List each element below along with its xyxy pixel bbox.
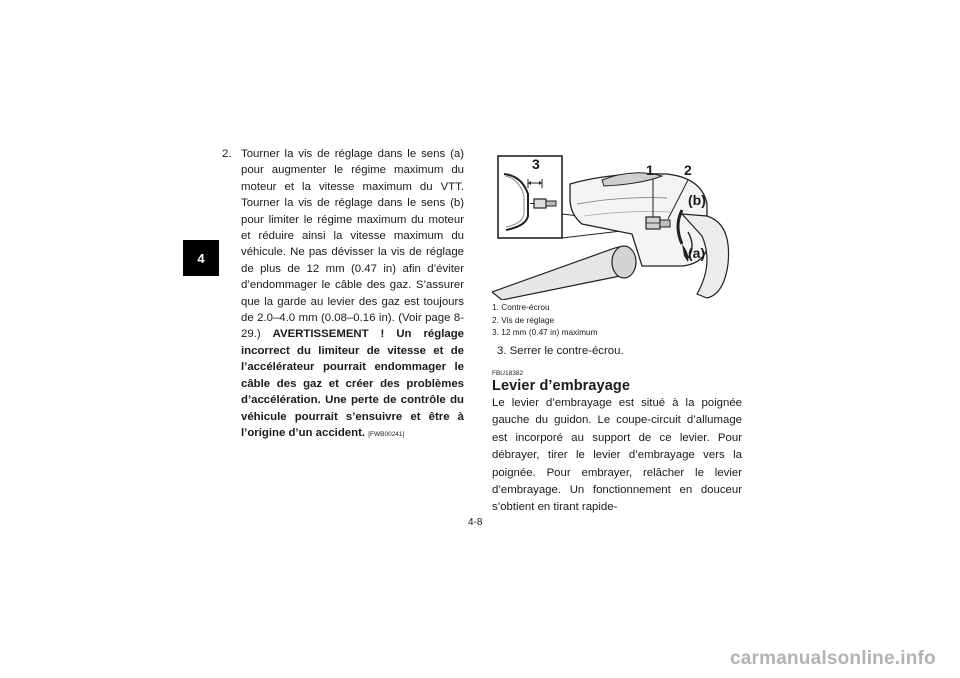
caption-3: 3. 12 mm (0.47 in) maximum <box>492 327 598 338</box>
step-2 <box>222 146 464 443</box>
warning-text: AVERTISSEMENT ! Un réglage incorrect du limiteur de vitesse et de l’accélérateur pourrait endommager le câble des gaz et créer des problèmes d’accélération. Une perte de contrôle du véhicule pourrait s’ensuivre et être à l’origine d’un accident. <box>241 328 464 439</box>
step-2-text: Tourner la vis de réglage dans le sens (a) pour augmenter le régime maximum du moteur et la vitesse maximum du VTT. Tourner la vis de réglage dans le sens (b) pour limiter le régime maximum du moteur et réduire ainsi la vitesse maximum du véhicule. Ne pas dévisser la vis de réglage de plus de 12 mm (0.47 in) afin d’éviter d’endommager le câble des gaz. S’assurer que la garde au levier des gaz est toujours de 2.0–4.0 mm (0.08–0.16 in). (Voir page 8-29.) <box>241 148 464 341</box>
figure-label-a: (a) <box>688 245 706 261</box>
section-code: FBU18382 <box>492 370 524 377</box>
figure-label-2: 2 <box>684 162 692 178</box>
caption-1: 1. Contre-écrou <box>492 302 550 312</box>
page-number: 4-8 <box>468 517 483 528</box>
section-body: Le levier d’embrayage est situé à la poignée gauche du guidon. Le coupe-circuit d’allumage est incorporé au support de ce levier. Pour débrayer, tirer le levier d’embrayage vers la poignée. Pour embrayer, relâcher le levier d’embrayage. Un fonctionnement en douceur s’obtient en tirant rapide- <box>492 397 742 514</box>
figure-label-1: 1 <box>646 162 654 178</box>
section-title: Levier d’embrayage <box>492 378 631 394</box>
step-3: 3. Serrer le contre-écrou. <box>497 345 624 357</box>
caption-2: 2. Vis de réglage <box>492 314 555 325</box>
figure-label-3: 3 <box>532 156 540 172</box>
throttle-illustration <box>492 154 742 300</box>
step-2-number: 2. <box>222 148 232 160</box>
watermark: carmanualsonline.info <box>730 648 936 669</box>
throttle-figure <box>492 154 742 300</box>
left-column <box>222 146 464 443</box>
warning-code: [FWB00241] <box>368 430 405 438</box>
figure-label-b: (b) <box>688 192 706 208</box>
chapter-tab <box>183 240 219 276</box>
figure-captions <box>492 301 742 339</box>
chapter-number: 4 <box>197 250 205 266</box>
